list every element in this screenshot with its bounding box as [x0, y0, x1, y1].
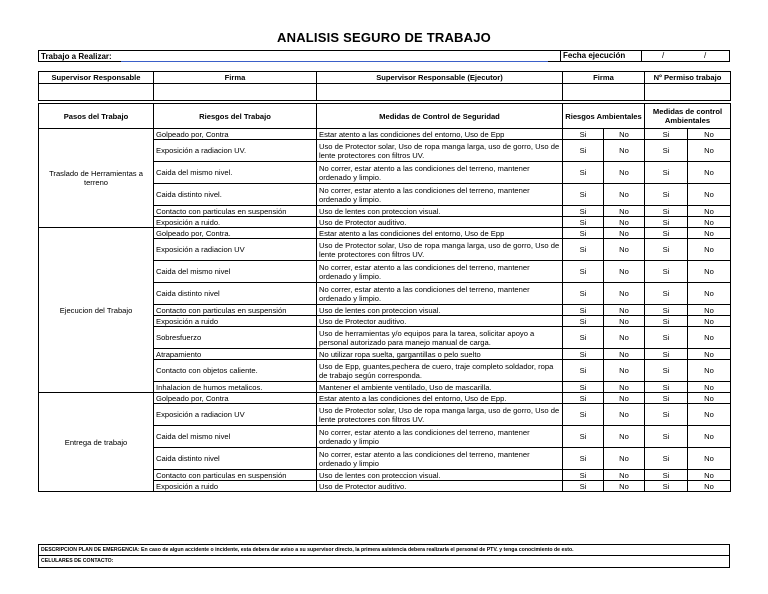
medida-ambiental-no[interactable]: No [688, 393, 731, 404]
table-row [39, 129, 731, 140]
medida-cell: Uso de herramientas y/o equipos para la tarea, solicitar apoyo a personal autorizado para manejo manual de carga. [317, 327, 563, 349]
medida-cell: Uso de Protector solar, Uso de ropa manga larga, uso de gorro, Uso de lente protectores con filtros UV. [317, 404, 563, 426]
supervisor-header: Supervisor Responsable [39, 72, 154, 84]
medida-ambiental-no[interactable]: No [688, 228, 731, 239]
medida-ambiental-no[interactable]: No [688, 404, 731, 426]
medida-cell: Uso de Protector solar, Uso de ropa manga larga, uso de gorro, Uso de lente protectores con filtros UV. [317, 239, 563, 261]
riesgo-cell: Sobresfuerzo [154, 327, 317, 349]
riesgo-ambiental-no[interactable]: No [604, 404, 645, 426]
medida-ambiental-si[interactable]: Si [645, 316, 688, 327]
medida-ambiental-no[interactable]: No [688, 129, 731, 140]
riesgo-ambiental-si[interactable]: Si [563, 217, 604, 228]
medida-ambiental-si[interactable]: Si [645, 228, 688, 239]
riesgo-cell: Exposición a ruido [154, 481, 317, 492]
trabajo-field[interactable] [38, 50, 560, 62]
medida-ambiental-si[interactable]: Si [645, 305, 688, 316]
riesgo-ambiental-no[interactable]: No [604, 360, 645, 382]
riesgo-ambiental-no[interactable]: No [604, 283, 645, 305]
medida-cell: Uso de Protector auditivo. [317, 217, 563, 228]
riesgo-ambiental-si[interactable]: Si [563, 140, 604, 162]
riesgo-ambiental-no[interactable]: No [604, 426, 645, 448]
riesgo-ambiental-si[interactable]: Si [563, 426, 604, 448]
riesgo-ambiental-si[interactable]: Si [563, 261, 604, 283]
medida-ambiental-no[interactable]: No [688, 316, 731, 327]
medida-cell: Uso de lentes con proteccion visual. [317, 470, 563, 481]
permiso-cell[interactable] [645, 84, 731, 101]
fecha-field [560, 50, 730, 62]
paso-cell: Traslado de Herramientas a terreno [39, 129, 154, 228]
pasos-header: Pasos del Trabajo [39, 104, 154, 129]
fecha-input[interactable] [642, 50, 730, 62]
riesgo-ambiental-no[interactable]: No [604, 327, 645, 349]
riesgo-ambiental-si[interactable]: Si [563, 283, 604, 305]
risk-table [38, 103, 731, 492]
trabajo-label: Trabajo a Realizar: [41, 52, 112, 61]
riesgo-cell: Caida del mismo nivel [154, 426, 317, 448]
medida-cell: No correr, estar atento a las condiciones del terreno, mantener ordenado y limpio. [317, 261, 563, 283]
riesgo-ambiental-no[interactable]: No [604, 129, 645, 140]
medida-ambiental-si[interactable]: Si [645, 382, 688, 393]
paso-cell: Entrega de trabajo [39, 393, 154, 492]
riesgo-cell: Exposición a ruido [154, 316, 317, 327]
riesgo-ambiental-no[interactable]: No [604, 239, 645, 261]
medida-cell: No utilizar ropa suelta, gargantillas o pelo suelto [317, 349, 563, 360]
riesgo-cell: Golpeado por, Contra [154, 129, 317, 140]
supervisor-ejecutor-header: Supervisor Responsable (Ejecutor) [317, 72, 563, 84]
medida-ambiental-si[interactable]: Si [645, 239, 688, 261]
riesgo-ambiental-si[interactable]: Si [563, 228, 604, 239]
permiso-header: Nº Permiso trabajo [645, 72, 731, 84]
medida-ambiental-no[interactable]: No [688, 448, 731, 470]
medidas-ambientales-header: Medidas de control Ambientales [645, 104, 731, 129]
medida-ambiental-no[interactable]: No [688, 481, 731, 492]
medida-cell: Uso de Epp, guantes,pechera de cuero, traje completo soldador, ropa de trabajo según corresponda. [317, 360, 563, 382]
medida-ambiental-si[interactable]: Si [645, 206, 688, 217]
riesgo-cell: Exposición a ruido. [154, 217, 317, 228]
riesgo-cell: Golpeado por, Contra [154, 393, 317, 404]
riesgo-cell: Caida del mismo nivel [154, 261, 317, 283]
medida-ambiental-no[interactable]: No [688, 140, 731, 162]
riesgo-ambiental-no[interactable]: No [604, 349, 645, 360]
medida-ambiental-no[interactable]: No [688, 426, 731, 448]
medida-ambiental-si[interactable]: Si [645, 217, 688, 228]
riesgo-cell: Caida distinto nivel [154, 283, 317, 305]
medida-ambiental-si[interactable]: Si [645, 140, 688, 162]
fecha-sep-1: / [662, 51, 665, 60]
medida-ambiental-no[interactable]: No [688, 382, 731, 393]
medida-ambiental-no[interactable]: No [688, 261, 731, 283]
supervisor-cell[interactable] [39, 84, 154, 101]
riesgo-ambiental-si[interactable]: Si [563, 448, 604, 470]
riesgo-ambiental-si[interactable]: Si [563, 349, 604, 360]
medida-cell: Estar atento a las condiciones del entorno, Uso de Epp [317, 129, 563, 140]
medida-ambiental-no[interactable]: No [688, 470, 731, 481]
riesgo-ambiental-si[interactable]: Si [563, 404, 604, 426]
riesgo-ambiental-si[interactable]: Si [563, 162, 604, 184]
medida-ambiental-si[interactable]: Si [645, 184, 688, 206]
medida-ambiental-si[interactable]: Si [645, 349, 688, 360]
riesgo-ambiental-si[interactable]: Si [563, 184, 604, 206]
riesgo-ambiental-si[interactable]: Si [563, 382, 604, 393]
riesgo-ambiental-no[interactable]: No [604, 316, 645, 327]
medida-ambiental-si[interactable]: Si [645, 129, 688, 140]
medida-ambiental-no[interactable]: No [688, 327, 731, 349]
paso-cell: Ejecucion del Trabajo [39, 228, 154, 393]
riesgo-cell: Contacto con particulas en suspensión [154, 470, 317, 481]
riesgo-ambiental-no[interactable]: No [604, 305, 645, 316]
medida-cell: No correr, estar atento a las condiciones del terreno, mantener ordenado y limpio. [317, 184, 563, 206]
medida-ambiental-no[interactable]: No [688, 360, 731, 382]
medida-cell: Uso de Protector solar, Uso de ropa manga larga, uso de gorro, Uso de lente protectores con filtros UV. [317, 140, 563, 162]
riesgo-cell: Exposición a radiacion UV [154, 239, 317, 261]
riesgo-ambiental-no[interactable]: No [604, 470, 645, 481]
page-title: ANALISIS SEGURO DE TRABAJO [277, 30, 491, 45]
riesgo-cell: Golpeado por, Contra. [154, 228, 317, 239]
riesgo-ambiental-si[interactable]: Si [563, 327, 604, 349]
plan-emergencia: DESCRIPCION PLAN DE EMERGENCIA: En caso de algun accidente o incidente, esta debera dar aviso a su supervisor directo, la primera asistencia debera realizarla el personal de PTV. y tenga conocimiento de esto. [38, 544, 730, 556]
medida-ambiental-si[interactable]: Si [645, 404, 688, 426]
riesgo-ambiental-no[interactable]: No [604, 393, 645, 404]
medida-ambiental-si[interactable]: Si [645, 283, 688, 305]
firma-ejecutor-cell[interactable] [563, 84, 645, 101]
medida-ambiental-si[interactable]: Si [645, 448, 688, 470]
riesgo-ambiental-si[interactable]: Si [563, 470, 604, 481]
medida-cell: Estar atento a las condiciones del entorno, Uso de Epp [317, 228, 563, 239]
medida-ambiental-si[interactable]: Si [645, 393, 688, 404]
riesgo-ambiental-si[interactable]: Si [563, 129, 604, 140]
riesgo-ambiental-no[interactable]: No [604, 206, 645, 217]
riesgo-cell: Caida distinto nivel. [154, 184, 317, 206]
medida-ambiental-si[interactable]: Si [645, 162, 688, 184]
riesgo-ambiental-no[interactable]: No [604, 217, 645, 228]
riesgo-ambiental-no[interactable]: No [604, 261, 645, 283]
riesgo-ambiental-no[interactable]: No [604, 448, 645, 470]
firma-cell[interactable] [154, 84, 317, 101]
riesgo-ambiental-no[interactable]: No [604, 382, 645, 393]
medida-ambiental-no[interactable]: No [688, 239, 731, 261]
medida-ambiental-no[interactable]: No [688, 206, 731, 217]
riesgo-ambiental-si[interactable]: Si [563, 239, 604, 261]
medida-cell: Uso de Protector auditivo. [317, 481, 563, 492]
medida-ambiental-no[interactable]: No [688, 349, 731, 360]
header-row [38, 50, 730, 63]
riesgos-ambientales-header: Riesgos Ambientales [563, 104, 645, 129]
medida-ambiental-si[interactable]: Si [645, 426, 688, 448]
riesgo-cell: Exposición a radiacion UV. [154, 140, 317, 162]
medida-cell: Estar atento a las condiciones del entorno, Uso de Epp. [317, 393, 563, 404]
medida-cell: Uso de Protector auditivo. [317, 316, 563, 327]
riesgo-ambiental-no[interactable]: No [604, 184, 645, 206]
fecha-sep-2: / [704, 51, 707, 60]
medida-ambiental-no[interactable]: No [688, 305, 731, 316]
riesgo-ambiental-no[interactable]: No [604, 162, 645, 184]
medida-ambiental-no[interactable]: No [688, 184, 731, 206]
riesgo-ambiental-no[interactable]: No [604, 481, 645, 492]
medida-cell: Uso de lentes con proteccion visual. [317, 305, 563, 316]
riesgo-cell: Contacto con particulas en suspensión [154, 305, 317, 316]
table-row [39, 228, 731, 239]
riesgo-ambiental-si[interactable]: Si [563, 360, 604, 382]
riesgo-cell: Atrapamiento [154, 349, 317, 360]
medida-cell: Uso de lentes con proteccion visual. [317, 206, 563, 217]
table-row [39, 393, 731, 404]
riesgo-ambiental-no[interactable]: No [604, 140, 645, 162]
riesgo-cell: Contacto con particulas en suspensión [154, 206, 317, 217]
medida-cell: No correr, estar atento a las condiciones del terreno, mantener ordenado y limpio. [317, 283, 563, 305]
fecha-label: Fecha ejecución [560, 50, 642, 62]
medida-cell: No correr, estar atento a las condiciones del terreno, mantener ordenado y limpio [317, 448, 563, 470]
medida-cell: No correr, estar atento a las condiciones del terreno, mantener ordenado y limpio. [317, 162, 563, 184]
riesgo-cell: Exposición a radiacion UV [154, 404, 317, 426]
medida-ambiental-no[interactable]: No [688, 283, 731, 305]
trabajo-input-line[interactable] [121, 61, 548, 62]
supervisor-table [38, 71, 731, 101]
medida-cell: No correr, estar atento a las condiciones del terreno, mantener ordenado y limpio [317, 426, 563, 448]
medida-ambiental-no[interactable]: No [688, 162, 731, 184]
medidas-header: Medidas de Control de Seguridad [317, 104, 563, 129]
riesgos-header: Riesgos del Trabajo [154, 104, 317, 129]
riesgo-ambiental-si[interactable]: Si [563, 393, 604, 404]
riesgo-ambiental-si[interactable]: Si [563, 316, 604, 327]
firma-ejecutor-header: Firma [563, 72, 645, 84]
medida-ambiental-si[interactable]: Si [645, 327, 688, 349]
medida-ambiental-si[interactable]: Si [645, 261, 688, 283]
riesgo-cell: Contacto con objetos caliente. [154, 360, 317, 382]
riesgo-cell: Caida distinto nivel [154, 448, 317, 470]
riesgo-cell: Inhalacion de humos metalicos. [154, 382, 317, 393]
medida-ambiental-si[interactable]: Si [645, 360, 688, 382]
medida-ambiental-si[interactable]: Si [645, 470, 688, 481]
riesgo-ambiental-si[interactable]: Si [563, 481, 604, 492]
celulares-contacto: CELULARES DE CONTACTO: [38, 556, 730, 568]
firma-header: Firma [154, 72, 317, 84]
riesgo-ambiental-si[interactable]: Si [563, 206, 604, 217]
medida-ambiental-no[interactable]: No [688, 217, 731, 228]
medida-cell: Mantener el ambiente ventilado, Uso de mascarilla. [317, 382, 563, 393]
supervisor-ejecutor-cell[interactable] [317, 84, 563, 101]
riesgo-cell: Caida del mismo nivel. [154, 162, 317, 184]
riesgo-ambiental-no[interactable]: No [604, 228, 645, 239]
medida-ambiental-si[interactable]: Si [645, 481, 688, 492]
riesgo-ambiental-si[interactable]: Si [563, 305, 604, 316]
